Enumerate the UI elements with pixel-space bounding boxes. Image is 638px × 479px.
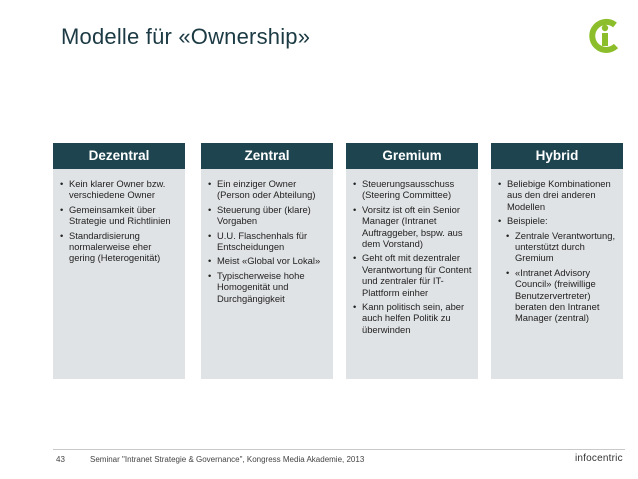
footer-brand: infocentric <box>575 453 623 464</box>
column-heading: Gremium <box>346 143 478 169</box>
list-item: • Beliebige Kombinationen aus den drei anderen Modellen <box>498 178 617 212</box>
list-item: • Geht oft mit dezentraler Verantwortung für Content und zentraler für IT-Plattform einher <box>353 252 472 298</box>
list-item: • Ein einziger Owner (Person oder Abteilung) <box>208 178 327 201</box>
list-item: • U.U. Flaschenhals für Entscheidungen <box>208 230 327 253</box>
footer-divider <box>53 449 625 450</box>
column-gremium <box>346 143 478 379</box>
list-item: • Kein klarer Owner bzw. verschiedene Owner <box>60 178 179 201</box>
bullet-list <box>491 169 623 324</box>
sub-list-item: • Zentrale Verantwortung, unterstützt durch Gremium <box>498 230 617 264</box>
list-item: • Typischerweise hohe Homogenität und Durchgängigkeit <box>208 270 327 304</box>
column-zentral <box>201 143 333 379</box>
column-hybrid <box>491 143 623 379</box>
sub-list-item: • «Intranet Advisory Council» (freiwillige Benutzervertreter) beraten den Intranet Manager (zentral) <box>498 267 617 324</box>
column-dezentral <box>53 143 185 379</box>
list-item: • Vorsitz ist oft ein Senior Manager (Intranet Auftraggeber, bspw. aus dem Vorstand) <box>353 204 472 250</box>
infocentric-logo-icon <box>585 17 623 55</box>
list-item: • Kann politisch sein, aber auch helfen Politik zu überwinden <box>353 301 472 335</box>
slide-title: Modelle für «Ownership» <box>61 24 311 49</box>
list-item: • Steuerung über (klare) Vorgaben <box>208 204 327 227</box>
column-heading: Dezentral <box>53 143 185 169</box>
list-item: • Beispiele: <box>498 215 617 226</box>
bullet-list <box>201 169 333 304</box>
column-heading: Hybrid <box>491 143 623 169</box>
page-number: 43 <box>56 455 65 464</box>
column-heading: Zentral <box>201 143 333 169</box>
footer-text: Seminar "Intranet Strategie & Governance", Kongress Media Akademie, 2013 <box>90 455 365 464</box>
bullet-list <box>53 169 185 264</box>
list-item: • Steuerungsausschuss (Steering Committee) <box>353 178 472 201</box>
ownership-models <box>53 143 616 379</box>
list-item: • Gemeinsamkeit über Strategie und Richtlinien <box>60 204 179 227</box>
list-item: • Meist «Global vor Lokal» <box>208 255 327 266</box>
list-item: • Standardisierung normalerweise eher gering (Heterogenität) <box>60 230 179 264</box>
bullet-list <box>346 169 478 335</box>
